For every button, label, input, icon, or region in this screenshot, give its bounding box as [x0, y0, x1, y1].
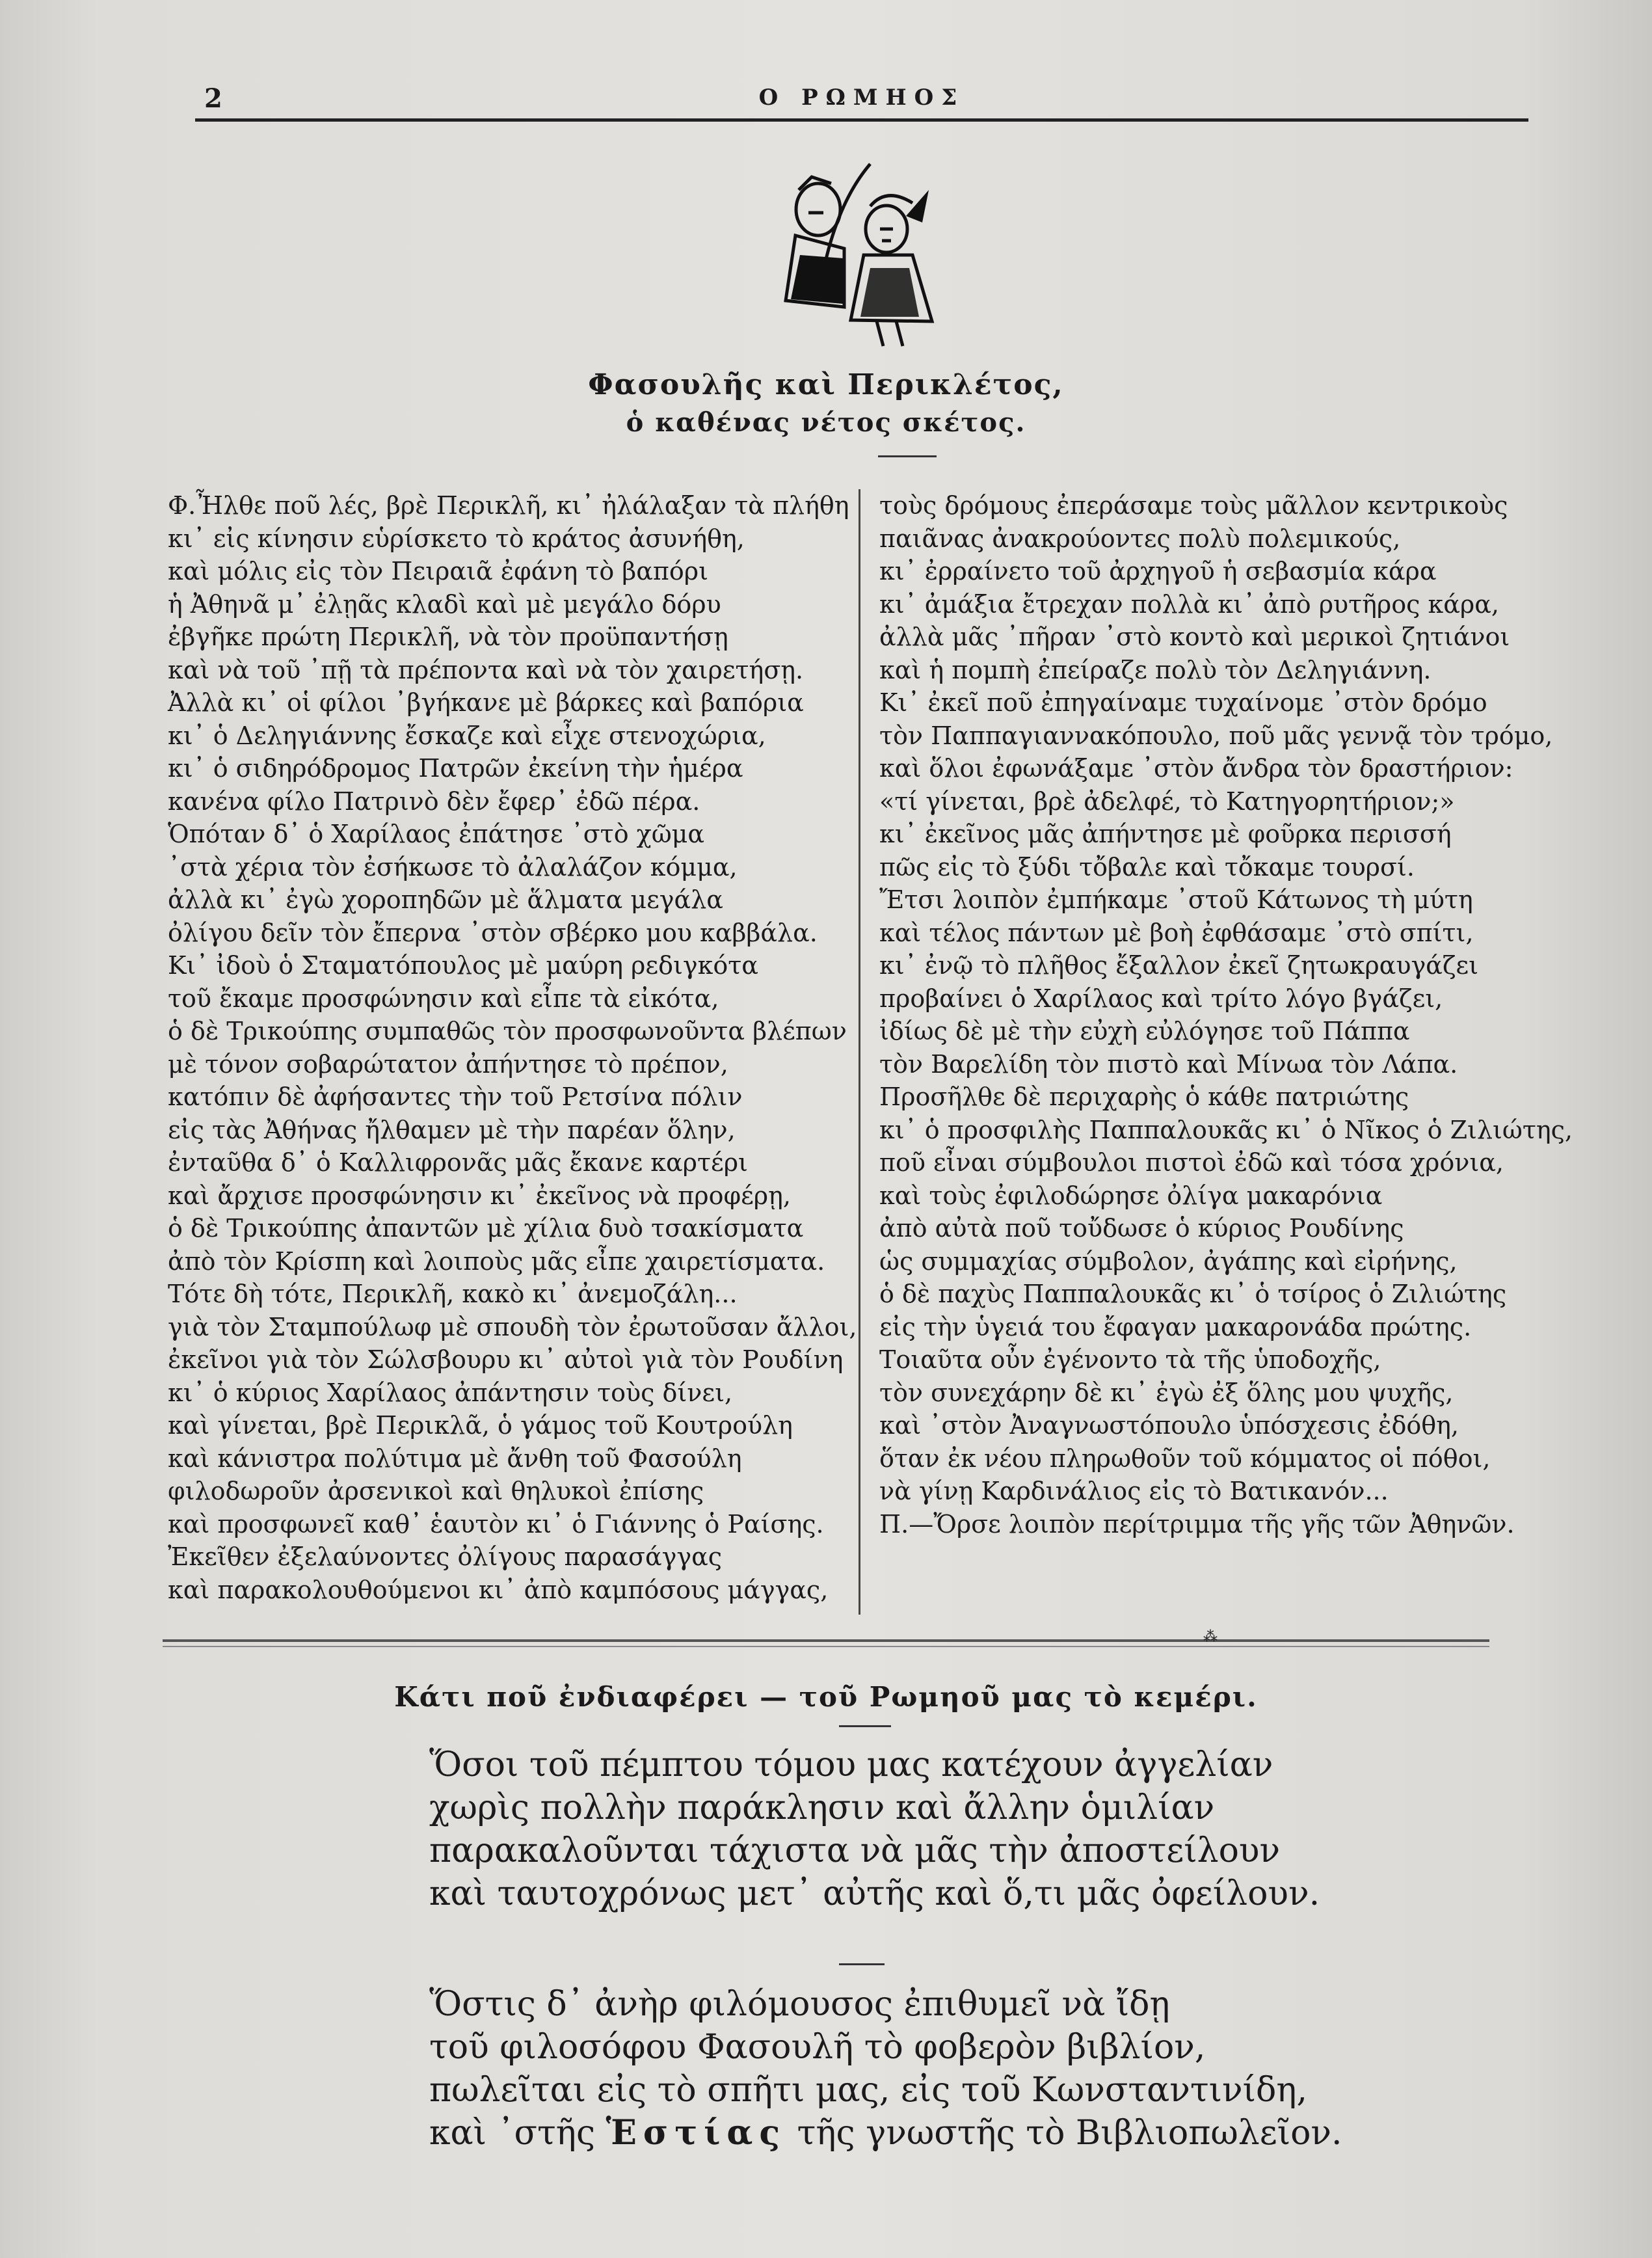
verse-line: κανένα φίλο Πατρινὸ δὲν ἔφερ᾿ ἐδῶ πέρα. [168, 786, 700, 816]
notice-verse-1 [429, 1743, 1320, 1915]
verse-line: κι᾿ ὁ σιδηρόδρομος Πατρῶν ἐκείνη τὴν ἡμέρα [168, 754, 743, 783]
verse-line: καὶ μόλις εἰς τὸν Πειραιᾶ ἐφάνη τὸ βαπόρι [168, 557, 709, 585]
verse-line: καὶ τέλος πάντων μὲ βοὴ ἐφθάσαμε ᾽στὸ σπίτι, [879, 918, 1474, 947]
verse-line: παρακαλοῦνται τάχιστα νὰ μᾶς τὴν ἀποστείλουν [429, 1831, 1281, 1870]
verse-line: ἐνταῦθα δ᾿ ὁ Καλλιφρονᾶς μᾶς ἔκανε καρτέρι [168, 1148, 748, 1177]
verse-line: ποῦ εἶναι σύμβουλοι πιστοὶ ἐδῶ καὶ τόσα χρόνια, [879, 1148, 1504, 1177]
verse-line: Τότε δὴ τότε, Περικλῆ, κακὸ κι᾿ ἀνεμοζάλη... [168, 1280, 738, 1308]
column-divider [859, 489, 860, 1615]
verse-line: Ἀλλὰ κι᾿ οἱ φίλοι ᾽βγήκανε μὲ βάρκες καὶ βαπόρια [168, 688, 804, 717]
verse-line: Τοιαῦτα οὖν ἐγένοντο τὰ τῆς ὑποδοχῆς, [879, 1345, 1381, 1374]
title-rule [878, 455, 937, 457]
journal-title: Ο ΡΩΜΗΟΣ [758, 85, 965, 111]
verse-line: καὶ νὰ τοῦ ᾽πῇ τὰ πρέποντα καὶ νὰ τὸν χαιρετήσῃ. [168, 655, 804, 684]
verse-line: καὶ γίνεται, βρὲ Περικλᾶ, ὁ γάμος τοῦ Κουτρούλη [168, 1411, 793, 1440]
verse-line: πωλεῖται εἰς τὸ σπῆτι μας, εἰς τοῦ Κωνσταντινίδη, [429, 2071, 1308, 2110]
verse-line: ἀλλὰ μᾶς ᾽πῆραν ᾽στὸ κοντὸ καὶ μερικοὶ ζητιάνοι [879, 623, 1510, 651]
verse-separator-rule [839, 1963, 885, 1965]
verse-line: «τί γίνεται, βρὲ ἀδελφέ, τὸ Κατηγορητήριον;» [879, 786, 1455, 816]
verse-line: Προσῆλθε δὲ περιχαρὴς ὁ κάθε πατριώτης [879, 1082, 1409, 1111]
verse-line: ἐβγῆκε πρώτη Περικλῆ, νὰ τὸν προϋπαντήσῃ [168, 623, 728, 651]
verse-line: ὀλίγου δεῖν τὸν ἔπερνα ᾽στὸν σβέρκο μου καββάλα. [168, 918, 818, 947]
verse-line: κι᾿ ὁ Δεληγιάννης ἔσκαζε καὶ εἶχε στενοχώρια, [168, 721, 766, 750]
verse-line: ἰδίως δὲ μὲ τὴν εὐχὴ εὐλόγησε τοῦ Πάππα [879, 1017, 1410, 1045]
verse-line: εἰς τὰς Ἀθήνας ἤλθαμεν μὲ τὴν παρέαν ὅλην, [168, 1115, 736, 1144]
verse-prefix: καὶ ᾽στῆς [429, 2114, 606, 2153]
verse-line: ὁ δὲ Τρικούπης συμπαθῶς τὸν προσφωνοῦντα βλέπων [168, 1017, 847, 1045]
left-column [168, 489, 857, 1606]
verse-line: ἀλλὰ κι᾿ ἐγὼ χοροπηδῶν μὲ ἅλματα μεγάλα [168, 885, 723, 914]
verse-line: ὁ δὲ παχὺς Παππαλουκᾶς κι᾿ ὁ τσίρος ὁ Ζιλιώτης [879, 1280, 1507, 1308]
verse-line: κι᾿ εἰς κίνησιν εὑρίσκετο τὸ κράτος ἀσυνήθη, [168, 524, 745, 553]
ornament: ⁂ [1203, 1629, 1218, 1645]
verse-line: κι᾿ ὁ προσφιλὴς Παππαλουκᾶς κι᾿ ὁ Νῖκος ὁ Ζιλιώτης, [879, 1115, 1573, 1144]
article-subtitle: ὁ καθένας νέτος σκέτος. [626, 407, 1026, 438]
verse-line: Κι᾿ ἰδοὺ ὁ Σταματόπουλος μὲ μαύρη ρεδιγκότα [168, 951, 758, 980]
verse-line: παιᾶνας ἀνακρούοντες πολὺ πολεμικούς, [879, 524, 1401, 553]
notice-verse-2 [429, 1983, 1342, 2155]
two-figures-cartoon-icon [773, 151, 955, 359]
verse-line: κι᾿ ἐρραίνετο τοῦ ἀρχηγοῦ ἡ σεβασμία κάρα [879, 557, 1437, 585]
verse-line: Ὅσοι τοῦ πέμπτου τόμου μας κατέχουν ἀγγελίαν [429, 1745, 1273, 1784]
verse-line: καὶ τοὺς ἐφιλοδώρησε ὀλίγα μακαρόνια [879, 1181, 1383, 1210]
section-divider [163, 1639, 1489, 1642]
verse-line: μὲ τόνον σοβαρώτατον ἀπήντησε τὸ πρέπον, [168, 1049, 728, 1079]
verse-line: τὸν Παππαγιαννακόπουλο, ποῦ μᾶς γεννᾷ τὸν τρόμο, [879, 721, 1553, 750]
notice-title: Κάτι ποῦ ἐνδιαφέρει — τοῦ Ρωμηοῦ μας τὸ κεμέρι. [394, 1681, 1258, 1713]
verse-line: κι᾿ ἐκεῖνος μᾶς ἀπήντησε μὲ φοῦρκα περισσή [879, 820, 1452, 848]
verse-line [429, 2112, 1342, 2155]
verse-line: Ἔτσι λοιπὸν ἐμπήκαμε ᾽στοῦ Κάτωνος τὴ μύτη [879, 885, 1473, 914]
verse-line: φιλοδωροῦν ἀρσενικοὶ καὶ θηλυκοὶ ἐπίσης [168, 1477, 704, 1505]
verse-line: Π.—Ὄρσε λοιπὸν περίτριμμα τῆς γῆς τῶν Ἀθηνῶν. [879, 1509, 1515, 1539]
page-header [195, 77, 1528, 122]
verse-line: εἰς τὴν ὑγειά του ἔφαγαν μακαρονάδα πρώτης. [879, 1312, 1472, 1341]
verse-line: ἀπὸ αὐτὰ ποῦ τοὔδωσε ὁ κύριος Ρουδίνης [879, 1214, 1404, 1243]
verse-line: νὰ γίνῃ Καρδινάλιος εἰς τὸ Βατικανόν... [879, 1477, 1389, 1505]
verse-line: ὡς συμμαχίας σύμβολον, ἀγάπης καὶ εἰρήνης, [879, 1246, 1458, 1276]
verse-line: πῶς εἰς τὸ ξύδι τὄβαλε καὶ τὄκαμε τουρσί. [879, 852, 1415, 881]
verse-line: καὶ παρακολουθούμενοι κι᾿ ἀπὸ καμπόσους μάγγας, [168, 1575, 829, 1604]
verse-line: τοῦ φιλοσόφου Φασουλῆ τὸ φοβερὸν βιβλίον, [429, 2028, 1206, 2067]
verse-line: ὁ δὲ Τρικούπης ἀπαντῶν μὲ χίλια δυὸ τσακίσματα [168, 1214, 804, 1243]
header-rule [195, 118, 1528, 122]
verse-line: καὶ ἡ πομπὴ ἐπείραζε πολὺ τὸν Δεληγιάννη. [879, 655, 1432, 684]
verse-line: τοὺς δρόμους ἐπεράσαμε τοὺς μᾶλλον κεντρικοὺς [879, 491, 1508, 520]
verse-line: κατόπιν δὲ ἀφήσαντες τὴν τοῦ Ρετσίνα πόλιν [168, 1082, 743, 1111]
estia-name: Ἑστίας [606, 2113, 787, 2153]
notice-title-rule [839, 1725, 891, 1727]
verse-line: καὶ ταυτοχρόνως μετ᾿ αὐτῆς καὶ ὅ,τι μᾶς ὀφείλουν. [429, 1874, 1320, 1913]
verse-line: προβαίνει ὁ Χαρίλαος καὶ τρίτο λόγο βγάζει, [879, 984, 1443, 1013]
verse-line: ὅταν ἐκ νέου πληρωθοῦν τοῦ κόμματος οἱ πόθοι, [879, 1444, 1491, 1473]
verse-line: Κι᾿ ἐκεῖ ποῦ ἐπηγαίναμε τυχαίνομε ᾽στὸν δρόμο [879, 688, 1487, 717]
verse-line: γιὰ τὸν Σταμπούλωφ μὲ σπουδὴ τὸν ἐρωτοῦσαν ἄλλοι, [168, 1312, 857, 1341]
verse-line: κι᾿ ἐνῷ τὸ πλῆθος ἔξαλλον ἐκεῖ ζητωκραυγάζει [879, 951, 1478, 980]
section-divider-thin [163, 1646, 1489, 1647]
verse-line: καὶ ὅλοι ἐφωνάξαμε ᾽στὸν ἄνδρα τὸν δραστήριον: [879, 754, 1513, 783]
right-column [879, 489, 1573, 1540]
verse-line: ᾽στὰ χέρια τὸν ἐσήκωσε τὸ ἀλαλάζον κόμμα, [168, 852, 738, 881]
verse-line: καὶ ᾽στὸν Ἀναγνωστόπουλο ὑπόσχεσις ἐδόθη, [879, 1411, 1459, 1440]
verse-line: τοῦ ἔκαμε προσφώνησιν καὶ εἶπε τὰ εἰκότα, [168, 984, 719, 1013]
page-number: 2 [204, 83, 222, 114]
verse-line: ἐκεῖνοι γιὰ τὸν Σώλσβουρυ κι᾿ αὐτοὶ γιὰ τὸν Ρουδίνη [168, 1345, 844, 1374]
verse-line: καὶ ἄρχισε προσφώνησιν κι᾿ ἐκεῖνος νὰ προφέρῃ, [168, 1181, 791, 1210]
verse-line: τὸν Βαρελίδη τὸν πιστὸ καὶ Μίνωα τὸν Λάπα. [879, 1049, 1458, 1079]
verse-line: Ὅστις δ᾿ ἀνὴρ φιλόμουσος ἐπιθυμεῖ νὰ ἴδῃ [429, 1985, 1170, 2024]
verse-line: Φ.Ἦλθε ποῦ λές, βρὲ Περικλῆ, κι᾿ ἠλάλαξαν τὰ πλήθη [168, 491, 849, 520]
verse-line: ἡ Ἀθηνᾶ μ᾿ ἐλῃᾶς κλαδὶ καὶ μὲ μεγάλο δόρυ [168, 589, 721, 619]
verse-line: κι᾿ ὁ κύριος Χαρίλαος ἀπάντησιν τοὺς δίνει, [168, 1378, 733, 1407]
verse-line: τὸν συνεχάρην δὲ κι᾿ ἐγὼ ἐξ ὅλης μου ψυχῆς, [879, 1378, 1454, 1407]
verse-line: χωρὶς πολλὴν παράκλησιν καὶ ἄλλην ὁμιλίαν [429, 1788, 1215, 1827]
verse-line: Ὁπόταν δ᾿ ὁ Χαρίλαος ἐπάτησε ᾽στὸ χῶμα [168, 820, 705, 848]
verse-line: Ἐκεῖθεν ἐξελαύνοντες ὀλίγους παρασάγγας [168, 1542, 723, 1571]
verse-line: κι᾿ ἀμάξια ἔτρεχαν πολλὰ κι᾿ ἀπὸ ρυτῆρος κάρα, [879, 589, 1500, 619]
verse-suffix: τῆς γνωστῆς τὸ Βιβλιοπωλεῖον. [786, 2114, 1342, 2153]
verse-line: ἀπὸ τὸν Κρίσπη καὶ λοιποὺς μᾶς εἶπε χαιρετίσματα. [168, 1246, 825, 1276]
article-title: Φασουλῆς καὶ Περικλέτος, [588, 368, 1064, 401]
verse-line: καὶ προσφωνεῖ καθ᾿ ἑαυτὸν κι᾿ ὁ Γιάννης ὁ Ραίσης. [168, 1509, 824, 1539]
verse-line: καὶ κάνιστρα πολύτιμα μὲ ἄνθη τοῦ Φασούλη [168, 1444, 742, 1473]
